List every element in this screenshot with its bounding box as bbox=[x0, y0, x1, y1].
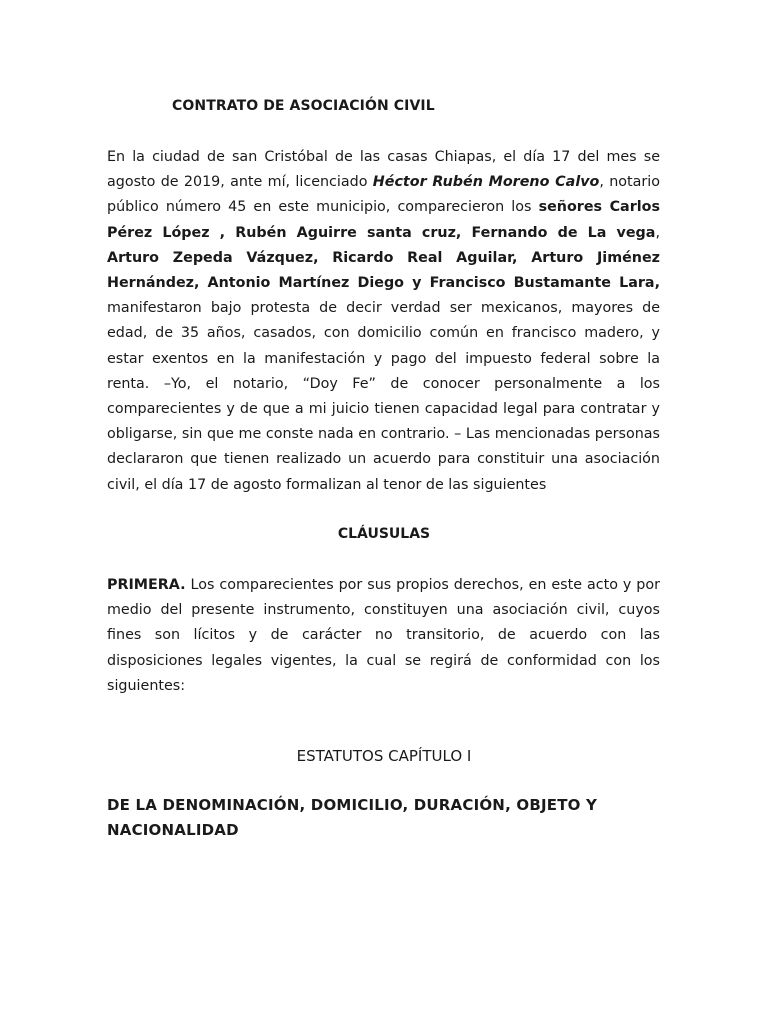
primera-paragraph bbox=[107, 573, 660, 699]
intro-text-3: , bbox=[655, 224, 660, 241]
primera-label: PRIMERA. bbox=[107, 577, 186, 593]
intro-text-1: En la ciudad de san Cristóbal de las casas Chiapas, el día 17 del mes se agosto de 2019, ante mí, licenciado bbox=[107, 149, 660, 191]
intro-senores: señores Carlos Pérez López , Rubén Aguirre santa cruz, Fernando de La vega bbox=[107, 199, 660, 241]
intro-text-2: , notario público número 45 en este municipio, comparecieron los bbox=[107, 174, 660, 216]
notary-name: Héctor Rubén Moreno Calvo bbox=[372, 174, 600, 191]
intro-text-4: manifestaron bajo protesta de decir verdad ser mexicanos, mayores de edad, de 35 años, casados, con domicilio común en francisco madero, y estar exentos en la manifestación y pago del impuesto federal sobre la renta. –Yo, el notario, “Doy Fe” de conocer personalmente a los comparecientes y de que a mi juicio tienen capacidad legal para contratar y obligarse, sin que me conste nada en contrario. – Las mencionadas personas declararon que tienen realizado un acuerdo para constituir una asociación civil, el día 17 de agosto formalizan al tenor de las siguientes bbox=[107, 300, 660, 493]
intro-persons: Arturo Zepeda Vázquez, Ricardo Real Aguilar, Arturo Jiménez Hernández, Antonio Martínez Diego y Francisco Bustamante Lara, bbox=[107, 249, 660, 292]
primera-text: Los comparecientes por sus propios derechos, en este acto y por medio del presente instrumento, constituyen una asociación civil, cuyos fines son lícitos y de carácter no transitorio, de acuerdo con las disposiciones legales vigentes, la cual se regirá de conformidad con los siguientes: bbox=[107, 577, 660, 694]
estatutos-heading: ESTATUTOS CAPÍTULO I bbox=[296, 747, 472, 765]
chapter-title: DE LA DENOMINACIÓN, DOMICILIO, DURACIÓN, OBJETO Y NACIONALIDAD bbox=[107, 796, 598, 839]
intro-paragraph bbox=[107, 145, 660, 498]
clausulas-heading: CLÁUSULAS bbox=[337, 526, 431, 542]
document-title: CONTRATO DE ASOCIACIÓN CIVIL bbox=[172, 98, 435, 114]
